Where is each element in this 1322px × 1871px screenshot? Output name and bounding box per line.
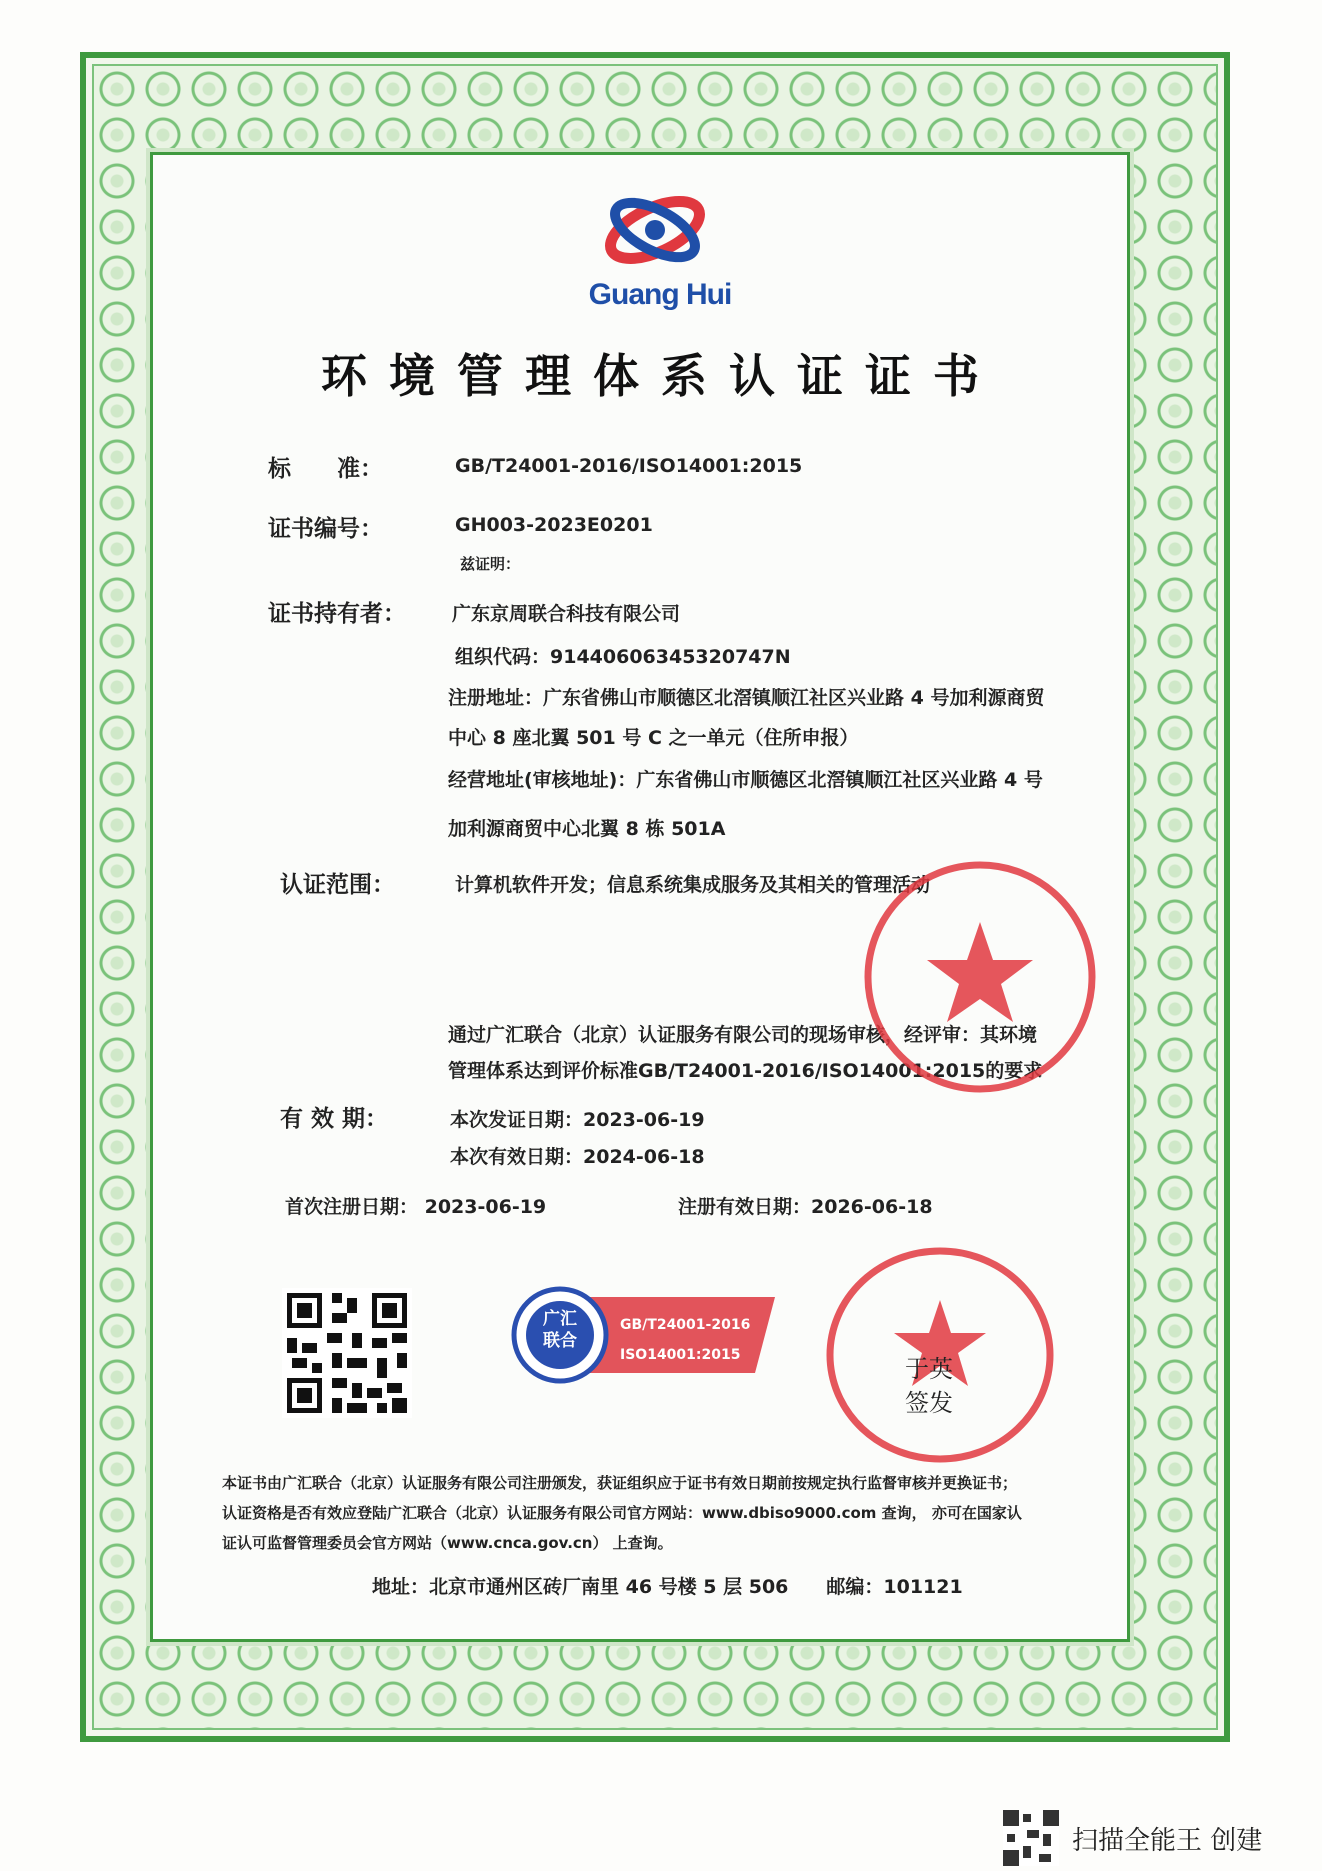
op-address-line2: 加利源商贸中心北翼 8 栋 501A bbox=[448, 818, 726, 840]
issuer-signature bbox=[905, 1352, 953, 1420]
valid-date: 本次有效日期：2024-06-18 bbox=[450, 1146, 705, 1168]
standard-value: GB/T24001-2016/ISO14001:2015 bbox=[455, 455, 803, 477]
audit-passed-line1: 通过广汇联合（北京）认证服务有限公司的现场审核，经评审：其环境 bbox=[448, 1024, 1038, 1046]
badge-org-name bbox=[540, 1308, 580, 1352]
note-line3: 证认可监督管理委员会官方网站（www.cnca.gov.cn） 上查询。 bbox=[222, 1534, 673, 1552]
scanner-watermark-text: 扫描全能王 创建 bbox=[1072, 1826, 1263, 1856]
note-line1: 本证书由广汇联合（北京）认证服务有限公司注册颁发，获证组织应于证书有效日期前按规定执行监督审核并更换证书； bbox=[222, 1474, 1018, 1492]
badge-org-line1: 广汇 bbox=[543, 1309, 577, 1329]
badge-std1: GB/T24001-2016 bbox=[620, 1317, 751, 1333]
signature-issued: 签发 bbox=[905, 1389, 953, 1417]
badge-org-line2: 联合 bbox=[543, 1331, 577, 1351]
holder-name: 广东京周联合科技有限公司 bbox=[452, 603, 681, 625]
reg-address-line1: 注册地址：广东省佛山市顺德区北滘镇顺江社区兴业路 4 号加利源商贸 bbox=[448, 687, 1045, 709]
signature-name: 于英 bbox=[905, 1355, 953, 1383]
certify-text: 兹证明： bbox=[460, 555, 521, 573]
reg-address-line2: 中心 8 座北翼 501 号 C 之一单元（住所申报） bbox=[448, 727, 859, 749]
certificate-title: 环境管理体系认证证书 bbox=[321, 349, 1001, 403]
validity-label: 有 效 期： bbox=[280, 1106, 389, 1132]
qr-code-icon bbox=[282, 1288, 412, 1418]
cert-no-label: 证书编号： bbox=[268, 516, 383, 542]
holder-label: 证书持有者： bbox=[268, 601, 406, 627]
badge-standards bbox=[620, 1310, 750, 1370]
audit-passed-line2: 管理体系达到评价标准GB/T24001-2016/ISO14001:2015的要求 bbox=[448, 1060, 1043, 1082]
issue-date: 本次发证日期：2023-06-19 bbox=[450, 1109, 705, 1131]
issuer-address: 地址：北京市通州区砖厂南里 46 号楼 5 层 506 邮编：101121 bbox=[372, 1576, 963, 1598]
scanner-qr-icon bbox=[1003, 1810, 1059, 1866]
company-seal-icon bbox=[855, 852, 1105, 1102]
scope-value: 计算机软件开发；信息系统集成服务及其相关的管理活动 bbox=[455, 874, 931, 896]
scope-label: 认证范围： bbox=[280, 872, 395, 898]
registration-valid-date: 注册有效日期：2026-06-18 bbox=[678, 1196, 933, 1218]
org-code: 组织代码：91440606345320747N bbox=[455, 646, 791, 668]
first-registration-date: 首次注册日期： 2023-06-19 bbox=[285, 1196, 547, 1218]
badge-std2: ISO14001:2015 bbox=[620, 1347, 741, 1363]
logo-text: Guang Hui bbox=[588, 278, 732, 311]
note-line2: 认证资格是否有效应登陆广汇联合（北京）认证服务有限公司官方网站：www.dbiso9000.com 查询， 亦可在国家认 bbox=[222, 1504, 1022, 1522]
op-address-line1: 经营地址(审核地址)：广东省佛山市顺德区北滘镇顺江社区兴业路 4 号 bbox=[448, 769, 1043, 791]
cert-no-value: GH003-2023E0201 bbox=[455, 514, 653, 536]
standard-label: 标 准： bbox=[268, 456, 383, 482]
